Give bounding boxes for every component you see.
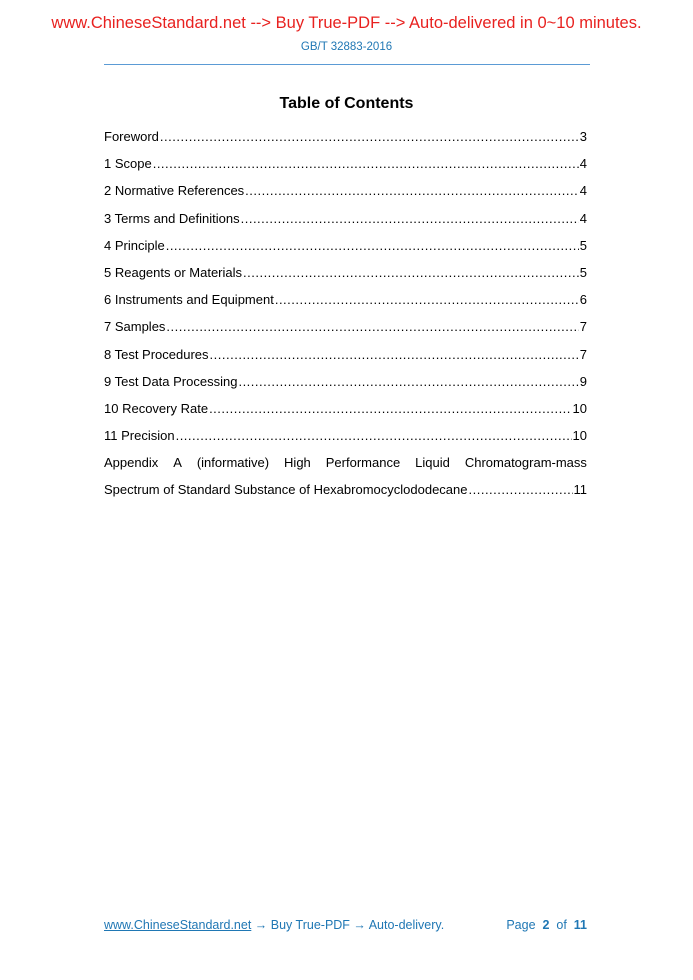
toc-entry-reagents[interactable] [104, 263, 587, 290]
toc-title: Table of Contents [279, 95, 414, 112]
page-current: 2 [542, 918, 550, 932]
toc-entry-normative-references[interactable] [104, 181, 587, 208]
toc-entry-title: 6 Instruments and Equipment [104, 292, 274, 308]
toc-entry-title: Spectrum of Standard Substance of Hexabromocyclododecane [104, 482, 468, 498]
toc-entry-terms[interactable] [104, 209, 587, 236]
page-label: Page [506, 918, 536, 932]
toc-entry-title: 2 Normative References [104, 183, 245, 199]
leader-dots [153, 154, 579, 174]
toc-entry-title: 3 Terms and Definitions [104, 210, 240, 226]
appendix-word: (informative) [196, 455, 270, 471]
toc-entry-page: 4 [579, 156, 587, 172]
toc-entry-page: 7 [579, 346, 587, 362]
toc-entry-data-processing[interactable] [104, 372, 587, 399]
footer-site-link[interactable]: www.ChineseStandard.net [104, 918, 252, 932]
header-divider [104, 64, 590, 65]
toc-entry-page: 7 [579, 319, 587, 335]
toc-entry-title: 9 Test Data Processing [104, 373, 238, 389]
toc-entry-page: 10 [572, 400, 587, 416]
page-total: 11 [573, 918, 587, 932]
toc-entry-test-procedures[interactable] [104, 345, 587, 372]
toc-entry-page: 3 [579, 129, 587, 144]
toc-entry-page: 10 [572, 428, 587, 444]
leader-dots [243, 263, 579, 283]
leader-dots [209, 399, 571, 419]
toc-entry-title: Foreword [104, 129, 159, 144]
appendix-word: Chromatogram-mass [464, 455, 587, 471]
leader-dots [166, 236, 579, 256]
leader-dots [176, 426, 572, 446]
toc-entry-appendix-line2[interactable] [104, 480, 587, 507]
toc-entry-scope[interactable] [104, 154, 587, 181]
toc-entry-page: 4 [579, 210, 587, 226]
appendix-word: A [173, 455, 182, 471]
toc-entry-title: 7 Samples [104, 319, 166, 335]
leader-dots [275, 290, 579, 310]
page-of-label: of [556, 918, 567, 932]
leader-dots [210, 345, 579, 365]
toc-entry-title: 11 Precision [104, 428, 175, 444]
leader-dots [160, 127, 579, 147]
toc-entry-page: 6 [579, 292, 587, 308]
leader-dots [245, 181, 579, 201]
standard-number: GB/T 32883-2016 [300, 41, 393, 53]
leader-dots [241, 209, 579, 229]
appendix-word: Performance [325, 455, 401, 471]
leader-dots [166, 317, 578, 337]
footer-promo-text: → Buy True-PDF → Auto-delivery. [251, 918, 445, 932]
toc-entry-title: 8 Test Procedures [104, 346, 209, 362]
toc-entry-page: 11 [573, 482, 587, 498]
toc-entry-instruments[interactable] [104, 290, 587, 317]
table-of-contents [104, 127, 587, 508]
toc-entry-recovery-rate[interactable] [104, 399, 587, 426]
toc-entry-title: 1 Scope [104, 156, 152, 172]
leader-dots [238, 372, 578, 392]
page-indicator [506, 918, 587, 932]
footer-promo [104, 918, 444, 932]
appendix-word: Appendix [104, 455, 159, 471]
toc-entry-title: 5 Reagents or Materials [104, 264, 243, 280]
toc-entry-principle[interactable] [104, 236, 587, 263]
promo-banner[interactable]: www.ChineseStandard.net --> Buy True-PDF --> Auto-delivered in 0~10 minutes. [51, 14, 642, 32]
toc-entry-page: 5 [579, 237, 587, 253]
toc-entry-samples[interactable] [104, 317, 587, 344]
appendix-word: High [284, 455, 311, 471]
toc-entry-precision[interactable] [104, 426, 587, 453]
toc-entry-foreword[interactable] [104, 127, 587, 154]
leader-dots [469, 480, 573, 500]
toc-entry-appendix-line1[interactable] [104, 453, 587, 480]
toc-entry-page: 9 [579, 373, 587, 389]
toc-entry-page: 4 [579, 183, 587, 199]
toc-entry-page: 5 [579, 264, 587, 280]
toc-entry-title: 4 Principle [104, 237, 165, 253]
appendix-word: Liquid [415, 455, 450, 471]
toc-entry-title: 10 Recovery Rate [104, 400, 209, 416]
